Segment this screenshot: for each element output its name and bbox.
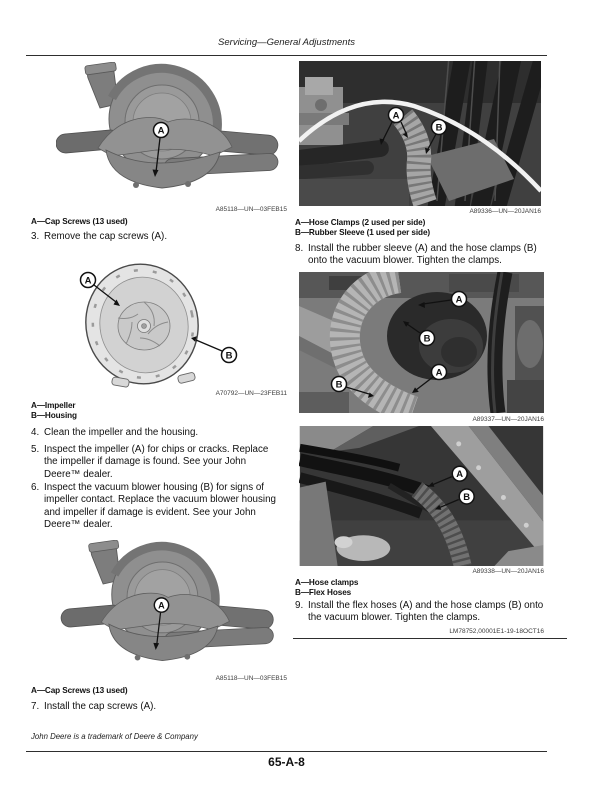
figure-legend-item: A—Impeller [31, 401, 76, 410]
frame-base [299, 179, 409, 206]
step-number: 4. [31, 427, 40, 438]
figure-legend [295, 578, 358, 597]
figure-caption: A89337—UN—20JAN16 [472, 416, 544, 423]
figure-legend [31, 401, 77, 420]
svg-text:B: B [423, 333, 431, 345]
dark-hose [493, 272, 505, 413]
footer-divider [26, 751, 547, 752]
figure-legend-item: A—Hose Clamps (2 used per side) [295, 218, 426, 227]
blower-housing [112, 544, 216, 645]
svg-text:A: A [455, 294, 463, 306]
blower-housing [109, 66, 217, 172]
figure-caption: A89336—UN—20JAN16 [469, 208, 541, 215]
svg-text:B: B [335, 379, 343, 391]
svg-text:A: A [84, 275, 92, 287]
step-text: Inspect the vacuum blower housing (B) for signs of impeller contact. Replace the vacuum blower housing and impeller if damage is evident. See your John Deere™ dealer. [44, 482, 276, 531]
svg-text:A: A [456, 468, 464, 480]
svg-text:A: A [157, 125, 165, 137]
step-text: Clean the impeller and the housing. [44, 427, 199, 438]
step-number: 6. [31, 482, 40, 493]
machinery [517, 320, 543, 368]
figure-legend [31, 686, 128, 696]
step-number: 5. [31, 444, 40, 455]
figure-legend-item: B—Flex Hoses [295, 587, 352, 597]
figure-hose-installed-image [299, 272, 544, 413]
step-item-8 [295, 243, 547, 268]
step-number: 3. [31, 231, 40, 242]
figure-vacuum-blower-bottom-image [56, 540, 288, 672]
page-title: Servicing—General Adjustments [218, 37, 355, 48]
step-number: 8. [295, 243, 304, 254]
figure-legend-item: B—Housing [31, 410, 77, 420]
step-item-3 [31, 231, 283, 243]
page-number: 65-A-8 [268, 755, 305, 769]
silver-cylinder-cap [335, 536, 353, 548]
step-text: Remove the cap screws (A). [44, 231, 168, 242]
impeller-drawing [118, 302, 170, 350]
frame-base [299, 392, 349, 413]
figure-legend-item: A—Hose clamps [295, 578, 359, 587]
trademark-note: John Deere is a trademark of Deere & Company [31, 732, 198, 741]
svg-text:A: A [158, 600, 165, 611]
svg-text:A: A [392, 110, 400, 122]
figure-caption: A70792—UN—23FEB11 [215, 390, 287, 397]
step-number: 7. [31, 701, 40, 712]
callout-b [191, 336, 237, 362]
figure-legend [295, 218, 430, 237]
step-text: Install the flex hoses (A) and the hose clamps (B) onto the vacuum blower. Tighten the clamps. [308, 600, 544, 624]
figure-legend-item: A—Cap Screws (13 used) [31, 686, 128, 695]
step-number: 9. [295, 600, 304, 611]
figure-legend [31, 217, 128, 227]
figure-legend-item: B—Rubber Sleeve (1 used per side) [295, 227, 431, 237]
figure-caption: A89338—UN—20JAN16 [472, 568, 544, 575]
step-text: Install the cap screws (A). [44, 701, 157, 712]
svg-text:B: B [435, 122, 443, 134]
step-text: Install the rubber sleeve (A) and the hose clamps (B) onto the vacuum blower. Tighten the clamps. [308, 243, 537, 267]
figure-vacuum-blower-top-image [56, 62, 288, 200]
figure-rubber-sleeve-image [299, 61, 541, 206]
figure-caption: A85118—UN—03FEB15 [215, 675, 287, 682]
section-divider [293, 638, 567, 639]
step-item-5 [31, 444, 283, 481]
step-item-7 [31, 701, 283, 713]
figure-impeller-housing-image [56, 254, 288, 388]
figure-flex-hoses-image [299, 426, 544, 566]
svg-text:B: B [463, 490, 471, 502]
step-item-6 [31, 482, 283, 532]
svg-text:B: B [225, 350, 233, 362]
figure-legend-item: A—Cap Screws (13 used) [31, 217, 128, 226]
machinery [507, 380, 544, 413]
header-divider [26, 55, 547, 56]
step-text: Inspect the impeller (A) for chips or cracks. Replace the impeller if damage is found. See your John Deere™ dealer. [44, 444, 269, 480]
svg-text:A: A [435, 367, 443, 379]
step-item-9 [295, 600, 547, 625]
figure-caption: A85118—UN—03FEB15 [215, 206, 287, 213]
doc-code: LM78752,00001E1-19-18OCT16 [449, 628, 544, 635]
step-item-4 [31, 427, 283, 439]
